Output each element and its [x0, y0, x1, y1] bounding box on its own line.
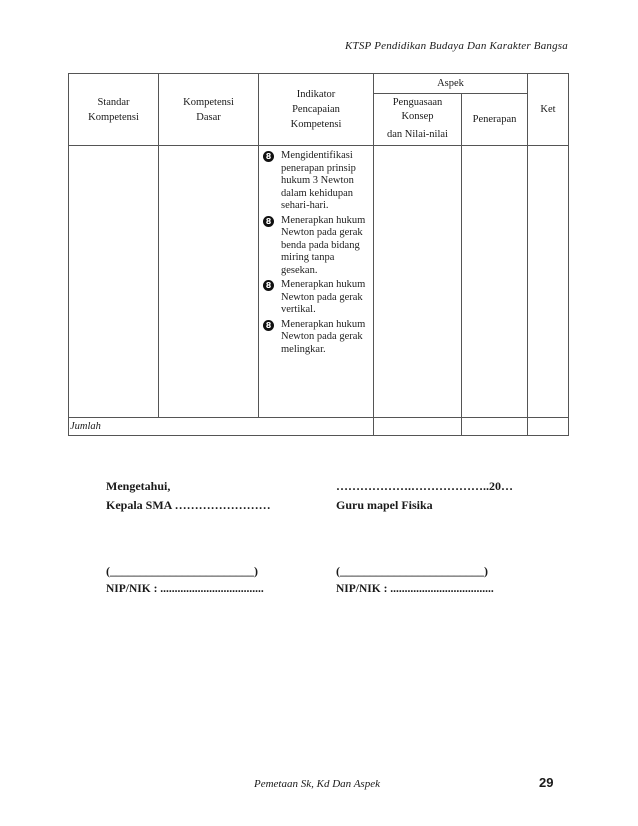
cell-standar-kompetensi: [69, 146, 159, 418]
indicator-text: Menerapkan hukum Newton pada gerak melingkar.: [281, 318, 366, 355]
header-nilai-nilai: dan Nilai-nilai: [374, 126, 462, 146]
indicator-item: [263, 319, 369, 357]
sig-left-nip: NIP/NIK : ....................................: [106, 583, 264, 595]
indicator-item: [263, 150, 369, 213]
header-indikator: Indikator Pencapaian Kompetensi: [259, 74, 374, 146]
header-ket: Ket: [528, 74, 569, 146]
indicator-item: [263, 215, 369, 278]
numbered-bullet-icon: 8: [263, 320, 274, 331]
sig-right-blank: (________________________): [336, 564, 488, 578]
header-penguasaan-konsep: Penguasaan Konsep: [374, 94, 462, 126]
jumlah-penerapan: [462, 418, 528, 436]
numbered-bullet-icon: 8: [263, 216, 274, 227]
sig-left-blank: (________________________): [106, 564, 258, 578]
indicator-text: Mengidentifikasi penerapan prinsip hukum 3 Newton dalam kehidupan sehari-hari.: [281, 150, 356, 211]
page-number: 29: [539, 775, 554, 790]
sig-left-mengetahui: Mengetahui,: [106, 479, 171, 493]
sig-right-guru: Guru mapel Fisika: [336, 498, 433, 512]
running-header: KTSP Pendidikan Budaya Dan Karakter Bangsa: [345, 40, 568, 52]
sig-right-date: ……………….………………..20…: [336, 479, 513, 493]
indicator-item: [263, 279, 369, 317]
cell-indikator: [259, 146, 374, 418]
header-aspek: Aspek: [374, 74, 528, 94]
numbered-bullet-icon: 8: [263, 280, 274, 291]
mapping-table: [68, 73, 569, 436]
cell-ket: [528, 146, 569, 418]
indicator-text: Menerapkan hukum Newton pada gerak benda pada bidang miring tanpa gesekan.: [281, 214, 366, 276]
header-penerapan: Penerapan: [462, 94, 528, 146]
running-footer: Pemetaan Sk, Kd Dan Aspek: [254, 778, 380, 790]
indicator-list: [259, 146, 373, 356]
header-standar-kompetensi: Standar Kompetensi: [69, 74, 159, 146]
header-kompetensi-dasar: Kompetensi Dasar: [159, 74, 259, 146]
jumlah-label: Jumlah: [69, 418, 374, 436]
numbered-bullet-icon: 8: [263, 151, 274, 162]
jumlah-ket: [528, 418, 569, 436]
cell-penguasaan: [374, 146, 462, 418]
sig-right-nip: NIP/NIK : ....................................: [336, 583, 494, 595]
indicator-text: Menerapkan hukum Newton pada gerak vertikal.: [281, 279, 366, 315]
cell-kompetensi-dasar: [159, 146, 259, 418]
sig-left-kepala-sma: Kepala SMA ……………………: [106, 498, 271, 512]
cell-penerapan: [462, 146, 528, 418]
jumlah-penguasaan: [374, 418, 462, 436]
